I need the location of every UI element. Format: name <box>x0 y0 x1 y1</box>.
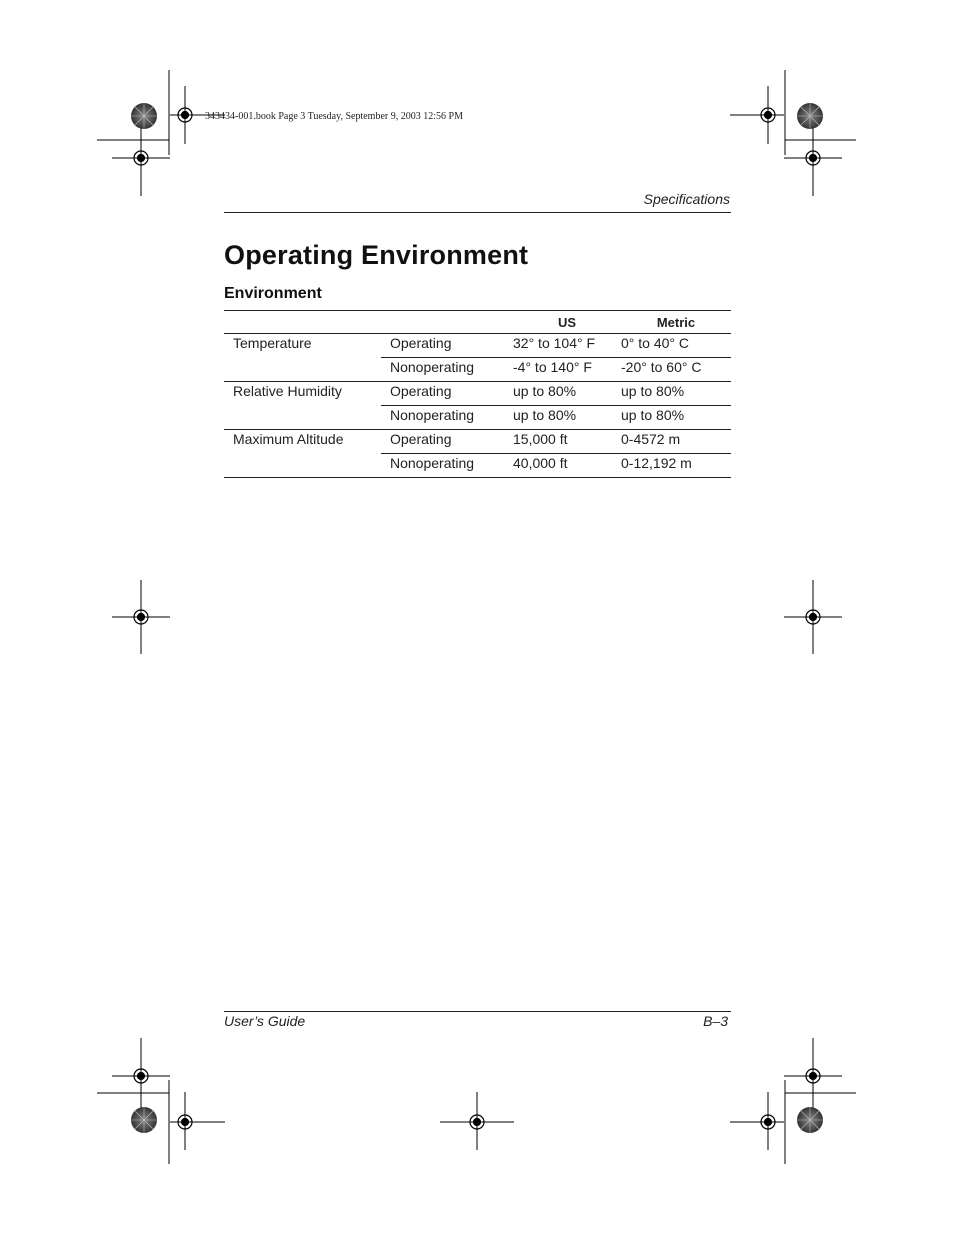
us-value-cell: -4° to 140° F <box>513 358 621 382</box>
us-value-cell: up to 80% <box>513 382 621 406</box>
condition-cell: Nonoperating <box>381 454 513 478</box>
condition-cell: Operating <box>381 430 513 454</box>
table-header-us: US <box>513 311 621 334</box>
running-head: Specifications <box>643 191 730 207</box>
table-row <box>224 406 731 430</box>
metric-value-cell: up to 80% <box>621 382 731 406</box>
category-cell <box>224 406 381 430</box>
environment-table <box>224 310 731 478</box>
table-header-metric: Metric <box>621 311 731 334</box>
us-value-cell: 40,000 ft <box>513 454 621 478</box>
metric-value-cell: 0-12,192 m <box>621 454 731 478</box>
print-info-slug: 343434-001.book Page 3 Tuesday, September 9, 2003 12:56 PM <box>205 111 463 122</box>
table-row <box>224 430 731 454</box>
condition-cell: Operating <box>381 334 513 358</box>
footer-title: User’s Guide <box>224 1013 306 1029</box>
table-row <box>224 358 731 382</box>
metric-value-cell: -20° to 60° C <box>621 358 731 382</box>
header-rule <box>224 212 731 213</box>
us-value-cell: 32° to 104° F <box>513 334 621 358</box>
condition-cell: Operating <box>381 382 513 406</box>
table-header-row <box>224 311 731 334</box>
condition-cell: Nonoperating <box>381 406 513 430</box>
category-cell <box>224 454 381 478</box>
condition-cell: Nonoperating <box>381 358 513 382</box>
category-cell: Maximum Altitude <box>233 431 344 447</box>
table-row <box>224 454 731 478</box>
table-header-cell <box>381 311 513 334</box>
table-header-cell <box>224 311 381 334</box>
footer-rule <box>224 1011 731 1012</box>
table-row <box>224 382 731 406</box>
us-value-cell: 15,000 ft <box>513 430 621 454</box>
us-value-cell: up to 80% <box>513 406 621 430</box>
page-number: B–3 <box>703 1013 728 1029</box>
table-row <box>224 334 731 358</box>
page-title: Operating Environment <box>224 240 529 270</box>
section-heading: Environment <box>224 285 322 302</box>
metric-value-cell: 0-4572 m <box>621 430 731 454</box>
category-cell <box>224 358 381 382</box>
metric-value-cell: 0° to 40° C <box>621 334 731 358</box>
metric-value-cell: up to 80% <box>621 406 731 430</box>
category-cell: Relative Humidity <box>233 383 342 399</box>
category-cell: Temperature <box>233 335 312 351</box>
